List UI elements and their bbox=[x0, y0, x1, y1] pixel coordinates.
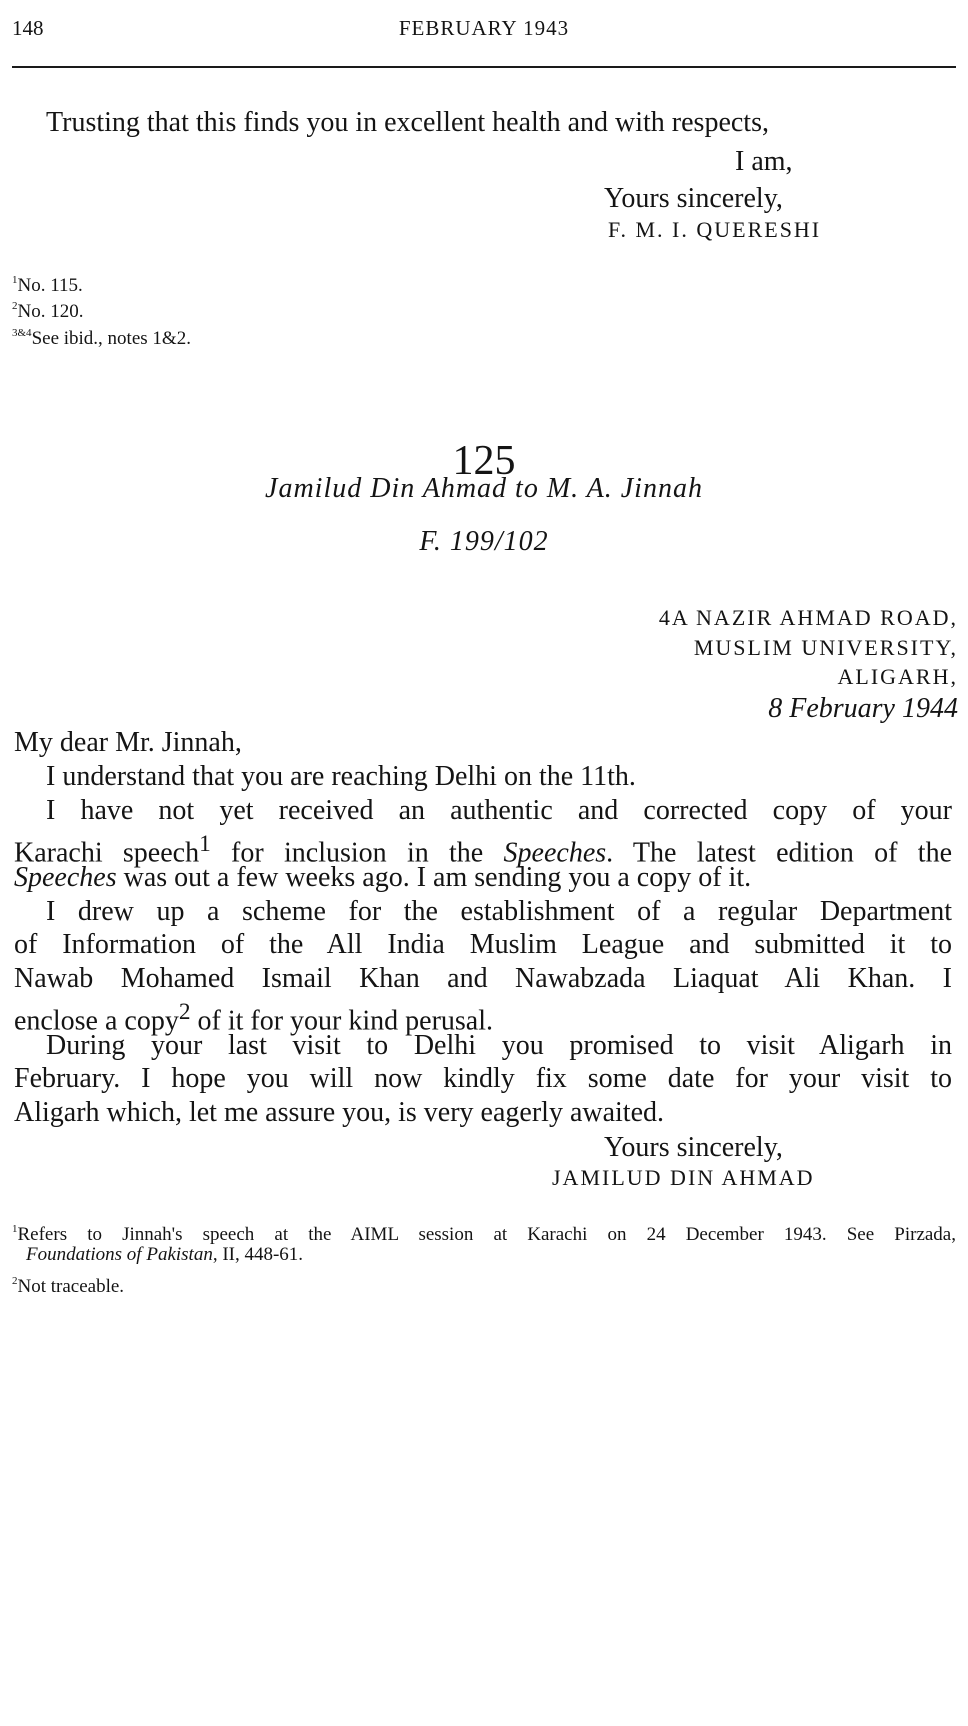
footnote-mark: 2 bbox=[12, 300, 18, 312]
address-line-2: MUSLIM UNIVERSITY, bbox=[693, 635, 958, 660]
running-title: FEBRUARY 1943 bbox=[398, 16, 570, 40]
footnote-mark: 2 bbox=[12, 1275, 18, 1287]
book-title: Foundations of Pakistan bbox=[26, 1244, 213, 1265]
paragraph-4-line-1: During your last visit to Delhi you promised to visit Aligarh in bbox=[46, 1030, 952, 1061]
header-rule bbox=[12, 66, 956, 68]
footnote-ref: 2 bbox=[178, 999, 191, 1025]
footnote-2-2 bbox=[12, 1268, 124, 1300]
paragraph-3-line-1: I drew up a scheme for the establishment of a regular Department bbox=[46, 896, 952, 927]
footnote-text: See ibid., notes 1&2. bbox=[31, 328, 191, 349]
letter-date: 8 February 1944 bbox=[768, 693, 958, 724]
address-line-1: 4A NAZIR AHMAD ROAD, bbox=[658, 605, 958, 630]
letter1-signoff: Yours sincerely, bbox=[604, 183, 783, 214]
paragraph-3-line-3: Nawab Mohamed Ismail Khan and Nawabzada Liaquat Ali Khan. I bbox=[14, 963, 952, 994]
text-span: was out a few weeks ago. I am sending you a copy of it. bbox=[116, 862, 752, 893]
footnote-text: No. 120. bbox=[17, 301, 84, 322]
text-span: Karachi speech bbox=[14, 837, 200, 869]
footnote-mark: 1 bbox=[12, 1223, 18, 1235]
file-reference: F. 199/102 bbox=[419, 526, 549, 557]
footnote-text: , II, 448-61. bbox=[212, 1244, 304, 1265]
letter2-signature: JAMILUD DIN AHMAD bbox=[552, 1165, 815, 1190]
footnote-text: Refers to Jinnah's speech at the AIML session at Karachi on 24 December 1943. See Pirzada, bbox=[17, 1224, 956, 1245]
document-title: Jamilud Din Ahmad to M. A. Jinnah bbox=[265, 473, 703, 504]
footnote-mark: 3&4 bbox=[12, 327, 32, 339]
text-span: of it for your kind perusal. bbox=[190, 1005, 493, 1037]
letter2-signoff: Yours sincerely, bbox=[604, 1132, 783, 1163]
salutation: My dear Mr. Jinnah, bbox=[14, 727, 242, 758]
footnote-mark: 1 bbox=[12, 274, 18, 286]
footnote-text: No. 115. bbox=[17, 275, 83, 296]
page-number: 148 bbox=[12, 16, 44, 40]
address-line-3: ALIGARH, bbox=[837, 664, 958, 689]
book-title: Speeches bbox=[503, 837, 607, 869]
paragraph-1: I understand that you are reaching Delhi on the 11th. bbox=[46, 761, 636, 792]
document-number: 125 bbox=[452, 438, 516, 484]
letter1-signature: F. M. I. QUERESHI bbox=[608, 217, 822, 242]
footnote-3-4 bbox=[12, 320, 191, 352]
paragraph-4-line-2: February. I hope you will now kindly fix some date for your visit to bbox=[14, 1063, 952, 1094]
paragraph-4-line-3: Aligarh which, let me assure you, is very eagerly awaited. bbox=[14, 1097, 665, 1128]
text-span: . The latest edition of the bbox=[606, 837, 953, 869]
letter1-i-am: I am, bbox=[735, 146, 793, 177]
footnote-text: Not traceable. bbox=[17, 1276, 125, 1297]
paragraph-2-line-3 bbox=[14, 861, 952, 895]
footnote-2-1-cont bbox=[26, 1242, 303, 1268]
footnote-ref: 1 bbox=[199, 831, 211, 857]
book-title: Speeches bbox=[14, 862, 117, 893]
text-span: enclose a copy bbox=[14, 1005, 179, 1037]
letter1-closing-line: Trusting that this finds you in excellent health and with respects, bbox=[46, 107, 769, 138]
paragraph-2-line-1: I have not yet received an authentic and corrected copy of your bbox=[46, 795, 952, 826]
paragraph-3-line-2: of Information of the All India Muslim League and submitted it to bbox=[14, 929, 952, 960]
text-span: for inclusion in the bbox=[210, 837, 504, 869]
